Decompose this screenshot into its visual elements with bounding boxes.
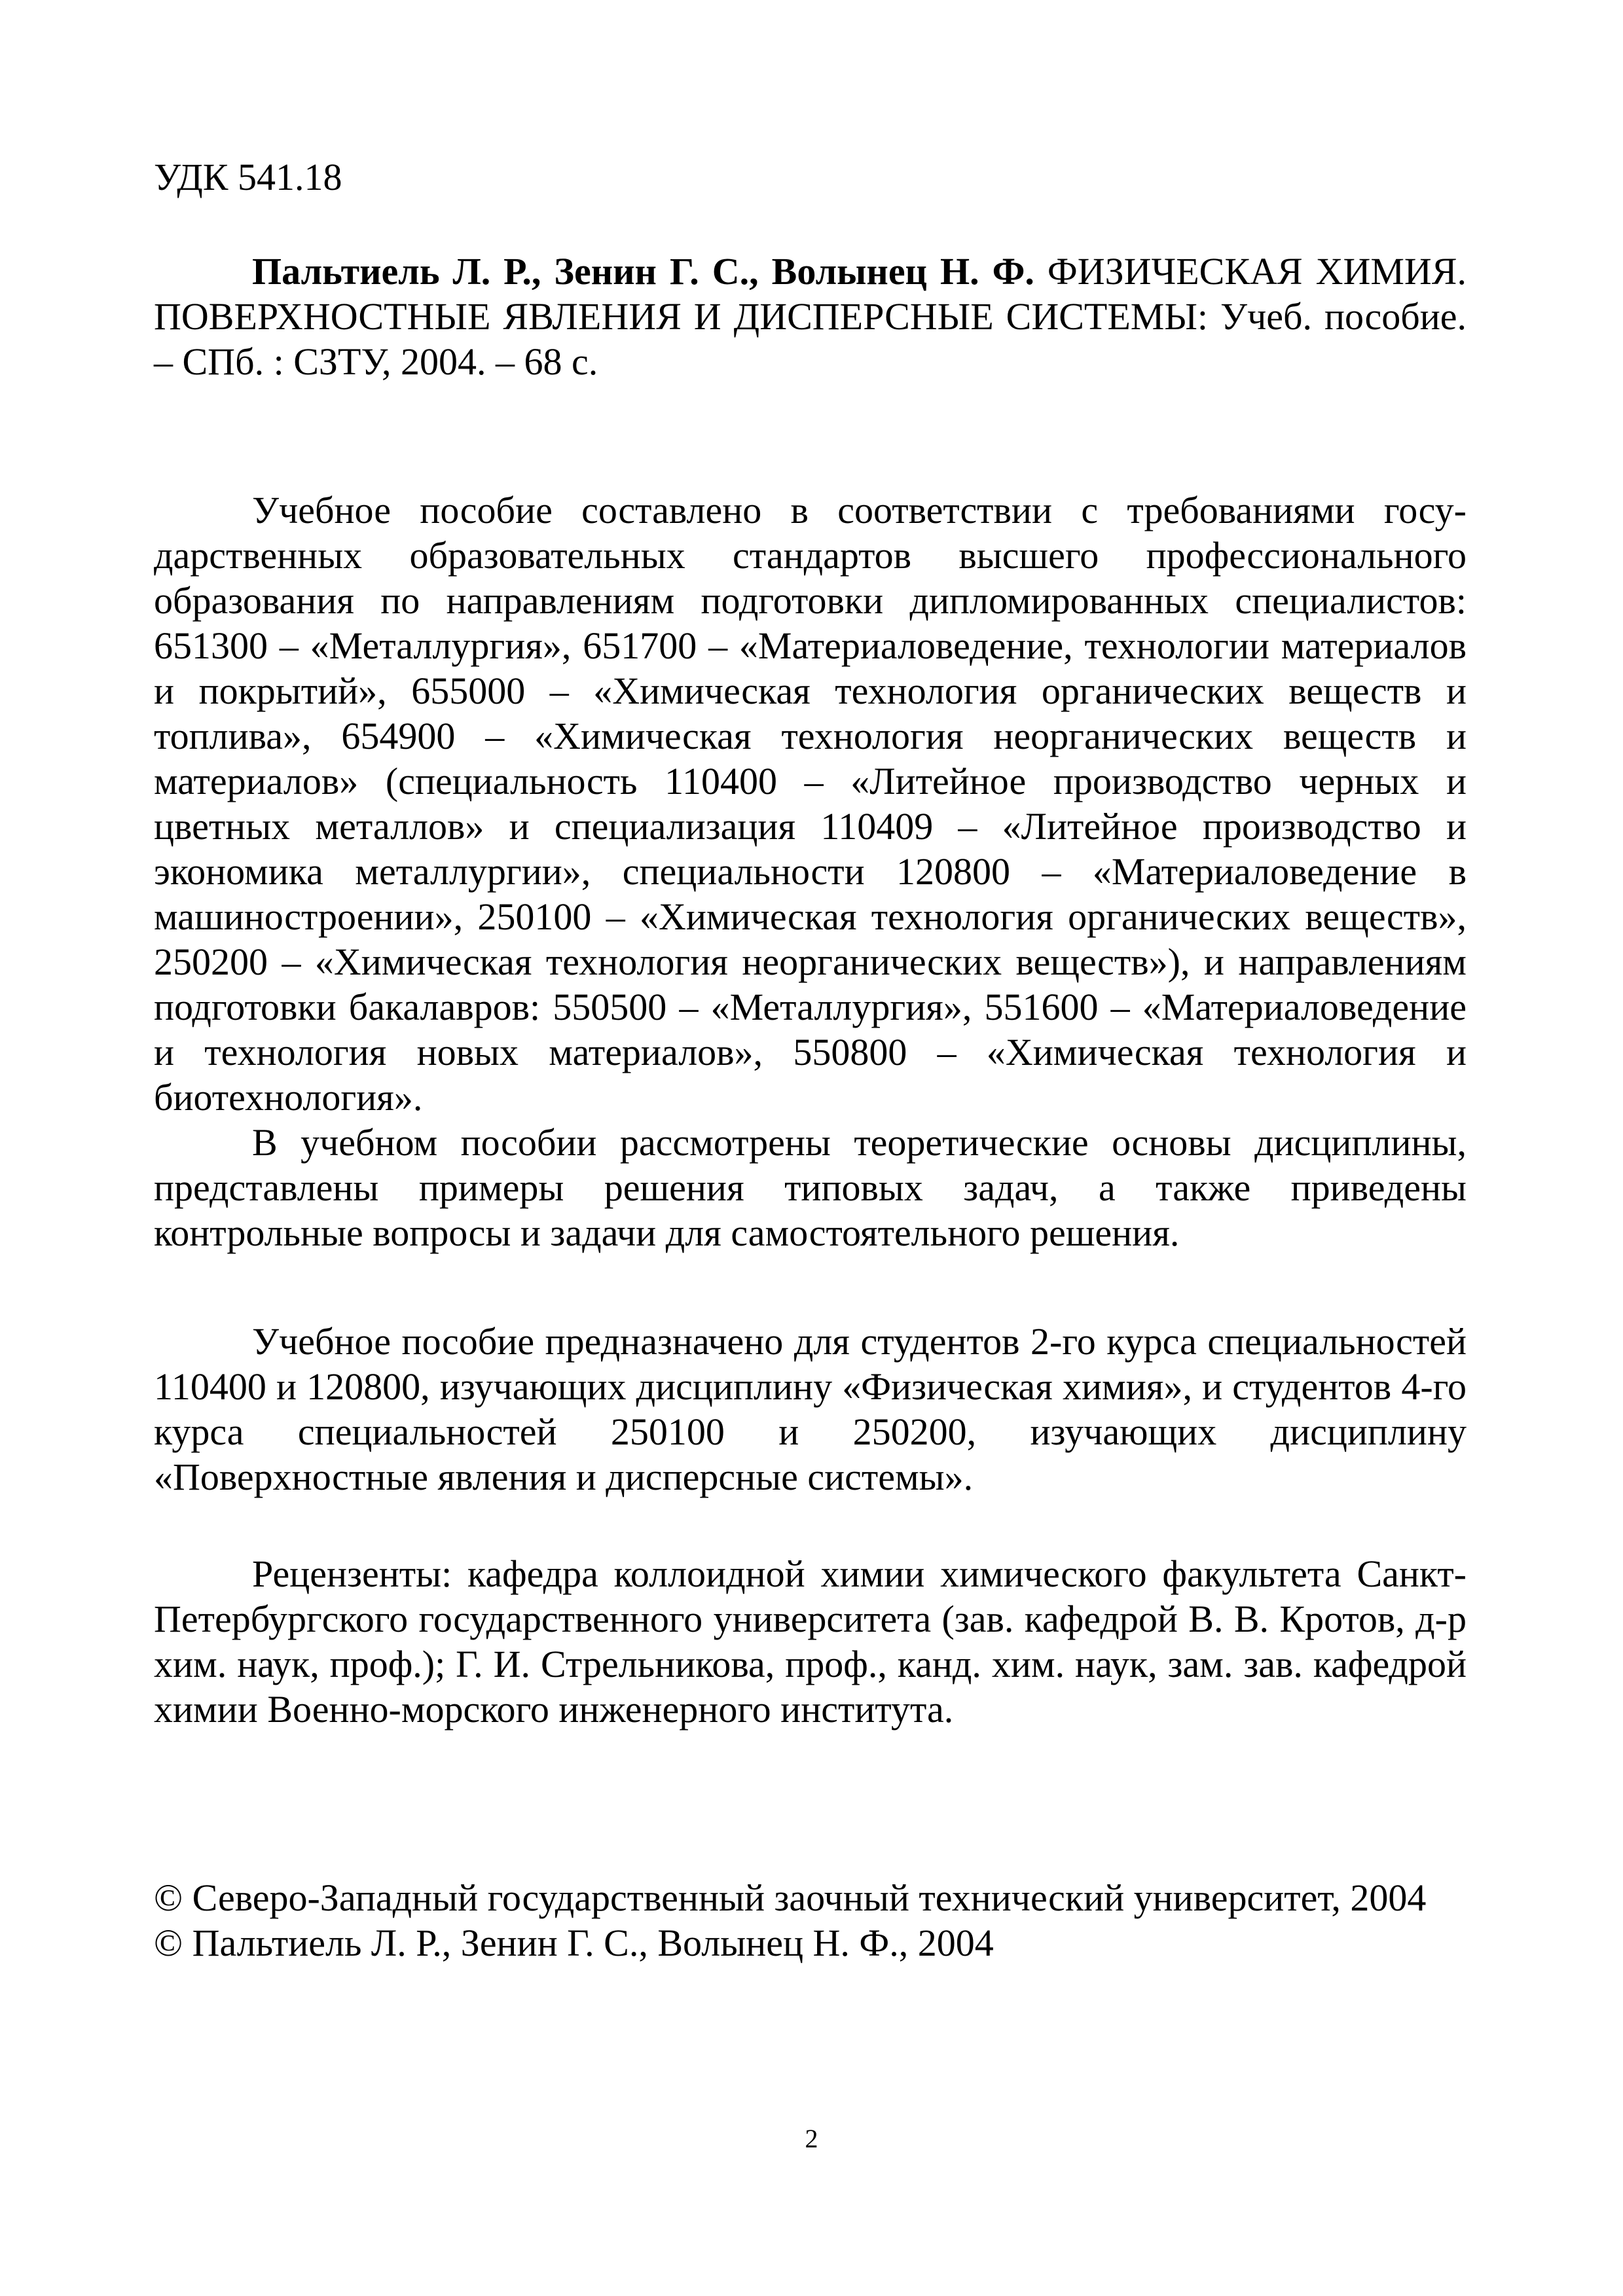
udk-code: УДК 541.18 [154,156,342,198]
annotation [154,488,1467,1255]
copyright-line-authors: © Пальтиель Л. Р., Зенин Г. С., Волынец Н. Ф., 2004 [154,1922,994,1964]
citation-title: ФИЗИЧЕСКАЯ ХИМИЯ. ПОВЕРХНОСТНЫЕ ЯВЛЕНИЯ И ДИСПЕРСНЫЕ СИСТЕМЫ: Учеб. пособие. – СПб. : СЗТУ, 2004. – 68 с. [154,250,1467,383]
audience-paragraph: Учебное пособие предназначено для студентов 2-го курса специальностей 110400 и 120800, изучающих дисциплину «Физическая химия», и студентов 4-го курса специальностей 250100 и 250200, изучающих дисциплину «Поверхностные явления и дисперсные системы». [154,1320,1467,1498]
bibliographic-citation [154,249,1467,384]
annotation-paragraph-2: В учебном пособии рассмотрены теоретические основы дисциплины, представлены примеры решения типовых задач, а также приведены контрольные вопросы и задачи для самостоятельного решения. [154,1121,1467,1254]
annotation-paragraph-1: Учебное пособие составлено в соответствии с требованиями государственных образовательных стандартов высшего профессионального образования по направлениям подготовки дипломированных специалистов: 651300 – «Металлургия», 651700 – «Материаловедение, технологии материалов и покрытий», 655000 – «Химическая технология органических веществ и топлива», 654900 – «Химическая технология неорганических веществ и материалов» (специальность 110400 – «Литейное производство черных и цветных металлов» и специализация 110409 – «Литейное производство и экономика металлургии», специальности 120800 – «Материаловедение в машиностроении», 250100 – «Химическая технология органических веществ», 250200 – «Химическая технология неорганических веществ»), и направлениям подготовки бакалавров: 550500 – «Металлургия», 551600 – «Материаловедение и технология новых материалов», 550800 – «Химическая технология и биотехнология». [154,489,1467,1119]
reviewers-paragraph: Рецензенты: кафедра коллоидной химии химического факультета Санкт-Петербургского государственного университета (зав. кафедрой В. В. Кротов, д-р хим. наук, проф.); Г. И. Стрельникова, проф., канд. хим. наук, зам. зав. кафедрой химии Военно-морского инженерного института. [154,1552,1467,1731]
page-number: 2 [805,2124,818,2153]
reviewers [154,1551,1467,1732]
copyright-block [154,1875,1426,1965]
copyright-line-university: © Северо-Западный государственный заочный технический университет, 2004 [154,1876,1427,1919]
intended-audience [154,1319,1467,1499]
citation-authors: Пальтиель Л. Р., Зенин Г. С., Волынец Н. Ф. [252,250,1034,293]
